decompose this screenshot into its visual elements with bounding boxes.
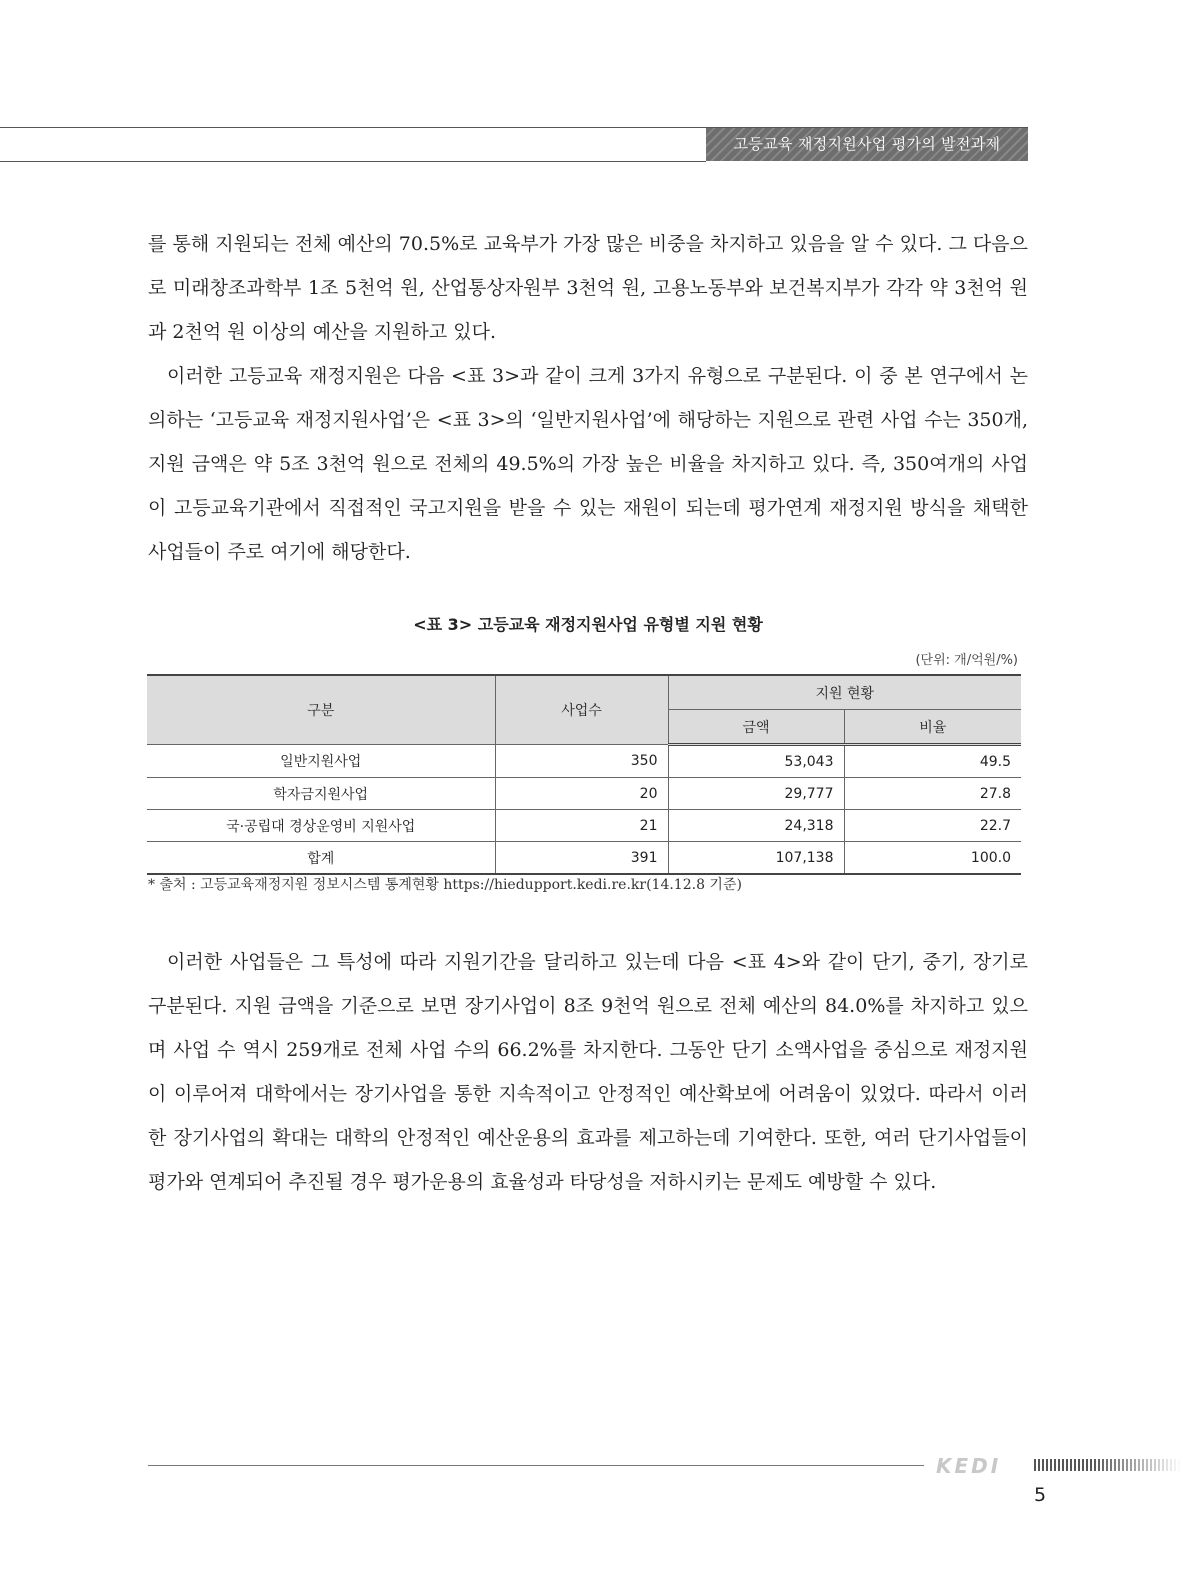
row-category: 일반지원사업 bbox=[147, 745, 495, 778]
row-amount: 29,777 bbox=[668, 778, 844, 810]
header-ratio: 비율 bbox=[844, 710, 1021, 745]
row-count: 350 bbox=[495, 745, 668, 778]
row-amount: 107,138 bbox=[668, 842, 844, 875]
paragraph-2: 이러한 고등교육 재정지원은 다음 <표 3>과 같이 크게 3가지 유형으로 구분된다. 이 중 본 연구에서 논의하는 ‘고등교육 재정지원사업’은 <표 3>의 ‘일반지원사업’에 해당하는 지원으로 관련 사업 수는 350개, 지원 금액은 약 5조 3천억 원으로 전체의 49.5%의 가장 높은 비율을 차지하고 있다. 즉, 350여개의 사업이 고등교육기관에서 직접적인 국고지원을 받을 수 있는 재원이 되는데 평가연계 재정지원 방식을 채택한 사업들이 주로 여기에 해당한다. bbox=[148, 365, 1028, 563]
table-row-total bbox=[147, 842, 1021, 875]
header-rule-lower bbox=[0, 161, 706, 162]
footer-rule bbox=[148, 1465, 924, 1466]
row-amount: 53,043 bbox=[668, 745, 844, 778]
row-ratio: 49.5 bbox=[844, 745, 1021, 778]
running-title: 고등교육 재정지원사업 평가의 발전과제 bbox=[706, 128, 1028, 161]
paragraph-3: 이러한 사업들은 그 특성에 따라 지원기간을 달리하고 있는데 다음 <표 4>와 같이 단기, 중기, 장기로 구분된다. 지원 금액을 기준으로 보면 장기사업이 8조 9천억 원으로 전체 예산의 84.0%를 차지하고 있으며 사업 수 역시 259개로 전체 사업 수의 66.2%를 차지한다. 그동안 단기 소액사업을 중심으로 재정지원이 이루어져 대학에서는 장기사업을 통한 지속적이고 안정적인 예산확보에 어려움이 있었다. 따라서 이러한 장기사업의 확대는 대학의 안정적인 예산운용의 효과를 제고하는데 기여한다. 또한, 여러 단기사업들이 평가와 연계되어 추진될 경우 평가운용의 효율성과 타당성을 저하시키는 문제도 예방할 수 있다. bbox=[148, 951, 1028, 1193]
paragraph-1: 를 통해 지원되는 전체 예산의 70.5%로 교육부가 가장 많은 비중을 차지하고 있음을 알 수 있다. 그 다음으로 미래창조과학부 1조 5천억 원, 산업통상자원부 3천억 원, 고용노동부와 보건복지부가 각각 약 3천억 원과 2천억 원 이상의 예산을 지원하고 있다. bbox=[148, 233, 1028, 343]
row-count: 20 bbox=[495, 778, 668, 810]
page-number: 5 bbox=[1034, 1484, 1047, 1506]
table-source-note: * 출처 : 고등교육재정지원 정보시스템 통계현황 https://hiedupport.kedi.re.kr(14.12.8 기준) bbox=[148, 877, 742, 893]
header-amount: 금액 bbox=[668, 710, 844, 745]
header-support: 지원 현황 bbox=[668, 675, 1021, 710]
row-category: 국·공립대 경상운영비 지원사업 bbox=[147, 810, 495, 842]
table-title: <표 3> 고등교육 재정지원사업 유형별 지원 현황 bbox=[413, 615, 763, 634]
row-count: 21 bbox=[495, 810, 668, 842]
row-ratio: 22.7 bbox=[844, 810, 1021, 842]
support-table bbox=[147, 674, 1021, 875]
row-category: 학자금지원사업 bbox=[147, 778, 495, 810]
table-row bbox=[147, 810, 1021, 842]
row-amount: 24,318 bbox=[668, 810, 844, 842]
header-count: 사업수 bbox=[495, 675, 668, 745]
table-row bbox=[147, 778, 1021, 810]
row-ratio: 100.0 bbox=[844, 842, 1021, 875]
row-count: 391 bbox=[495, 842, 668, 875]
table-unit: (단위: 개/억원/%) bbox=[915, 653, 1018, 668]
kedi-logo: KEDI bbox=[936, 1454, 1002, 1478]
header-category: 구분 bbox=[147, 675, 495, 745]
row-ratio: 27.8 bbox=[844, 778, 1021, 810]
barcode-decoration bbox=[1034, 1459, 1182, 1471]
table-row bbox=[147, 745, 1021, 778]
row-category: 합계 bbox=[147, 842, 495, 875]
